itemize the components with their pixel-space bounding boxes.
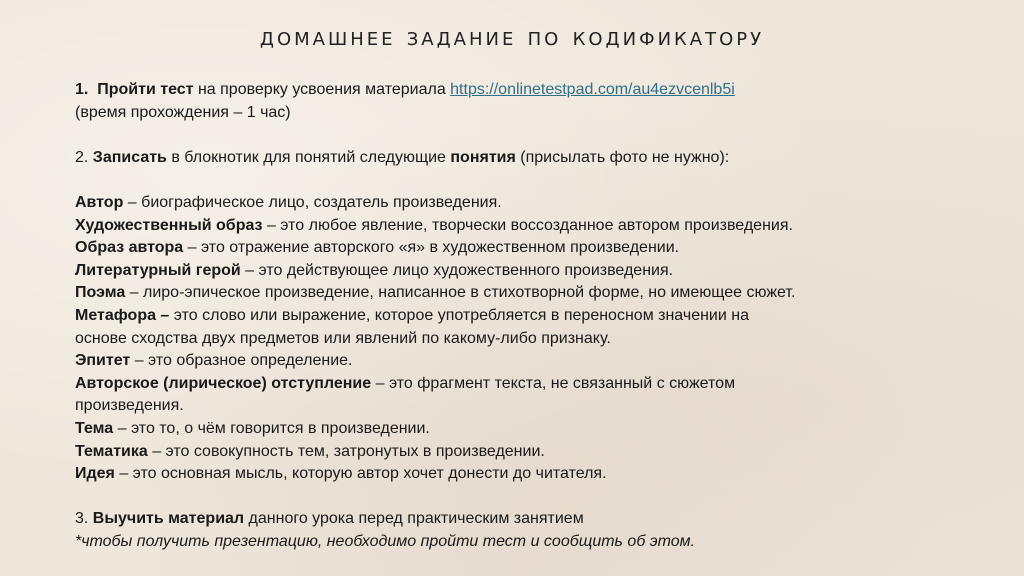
- homework-content: [75, 79, 975, 553]
- term-definition: – это действующее лицо художественного произведения.: [240, 261, 674, 279]
- term-definition: – это фрагмент текста, не связанный с сюжетом: [371, 374, 736, 392]
- page-title: домашнее задание по кодификатору: [259, 22, 765, 52]
- term-definition: это слово или выражение, которое употребляется в переносном значении на: [169, 306, 749, 324]
- term-name: Автор: [75, 193, 124, 211]
- term-item: [75, 441, 975, 464]
- term-name: Идея: [75, 465, 115, 483]
- task-2-action: Записать: [92, 148, 167, 166]
- term-name: Образ автора: [75, 239, 184, 257]
- term-name: Тема: [75, 419, 114, 437]
- term-name: Художественный образ: [75, 216, 263, 234]
- term-name: Авторское (лирическое) отступление: [75, 374, 372, 392]
- task-1-text: на проверку усвоения материала: [193, 81, 451, 98]
- term-definition: – это любое явление, творчески воссозданное автором произведения.: [262, 216, 793, 234]
- task-3-text: данного урока перед практическим занятием: [244, 510, 584, 528]
- term-item: [75, 418, 975, 441]
- task-1-action: Пройти тест: [97, 81, 194, 98]
- term-name: Эпитет: [75, 352, 131, 370]
- task-2-text-end: (присылать фото не нужно):: [515, 148, 730, 166]
- term-item: [75, 463, 975, 486]
- term-definition: – это совокупность тем, затронутых в произведении.: [147, 442, 545, 460]
- term-definition-continued: произведения.: [75, 397, 184, 415]
- term-item: [75, 237, 975, 260]
- task-3-note: *чтобы получить презентацию, необходимо пройти тест и сообщить об этом.: [75, 532, 696, 550]
- task-2-keyword: понятия: [450, 148, 516, 166]
- term-name: Литературный герой: [75, 261, 241, 279]
- task-1-number: 1.: [75, 81, 89, 98]
- term-definition-continued: основе сходства двух предметов или явлений по какому-либо признаку.: [75, 329, 611, 347]
- term-item: [75, 350, 975, 373]
- term-item: [75, 373, 975, 396]
- term-definition: – биографическое лицо, создатель произведения.: [123, 193, 502, 211]
- term-name: Поэма: [75, 284, 126, 302]
- term-definition: – это отражение авторского «я» в художественном произведении.: [183, 239, 680, 257]
- term-item: [75, 260, 975, 283]
- term-name: Метафора –: [75, 306, 170, 324]
- term-definition: – лиро-эпическое произведение, написанное в стихотворной форме, но имеющее сюжет.: [125, 284, 796, 302]
- task-2-number: 2.: [75, 148, 93, 166]
- term-definition: – это основная мысль, которую автор хочет донести до читателя.: [114, 465, 607, 483]
- task-3-number: 3.: [75, 510, 93, 528]
- term-item: [75, 282, 975, 305]
- term-definition: – это образное определение.: [130, 352, 353, 370]
- task-1-note: (время прохождения – 1 час): [75, 103, 291, 121]
- task-1: [75, 79, 975, 102]
- term-item: [75, 192, 975, 215]
- task-2-text: в блокнотик для понятий следующие: [166, 148, 451, 166]
- task-3-action: Выучить материал: [92, 510, 245, 528]
- test-link[interactable]: https://onlinetestpad.com/au4ezvcenlb5i: [450, 81, 735, 98]
- term-name: Тематика: [75, 442, 148, 460]
- term-item: [75, 215, 975, 238]
- term-item: [75, 305, 975, 328]
- task-2: [75, 147, 975, 170]
- term-definition: – это то, о чём говорится в произведении.: [113, 419, 430, 437]
- task-3: [75, 508, 975, 531]
